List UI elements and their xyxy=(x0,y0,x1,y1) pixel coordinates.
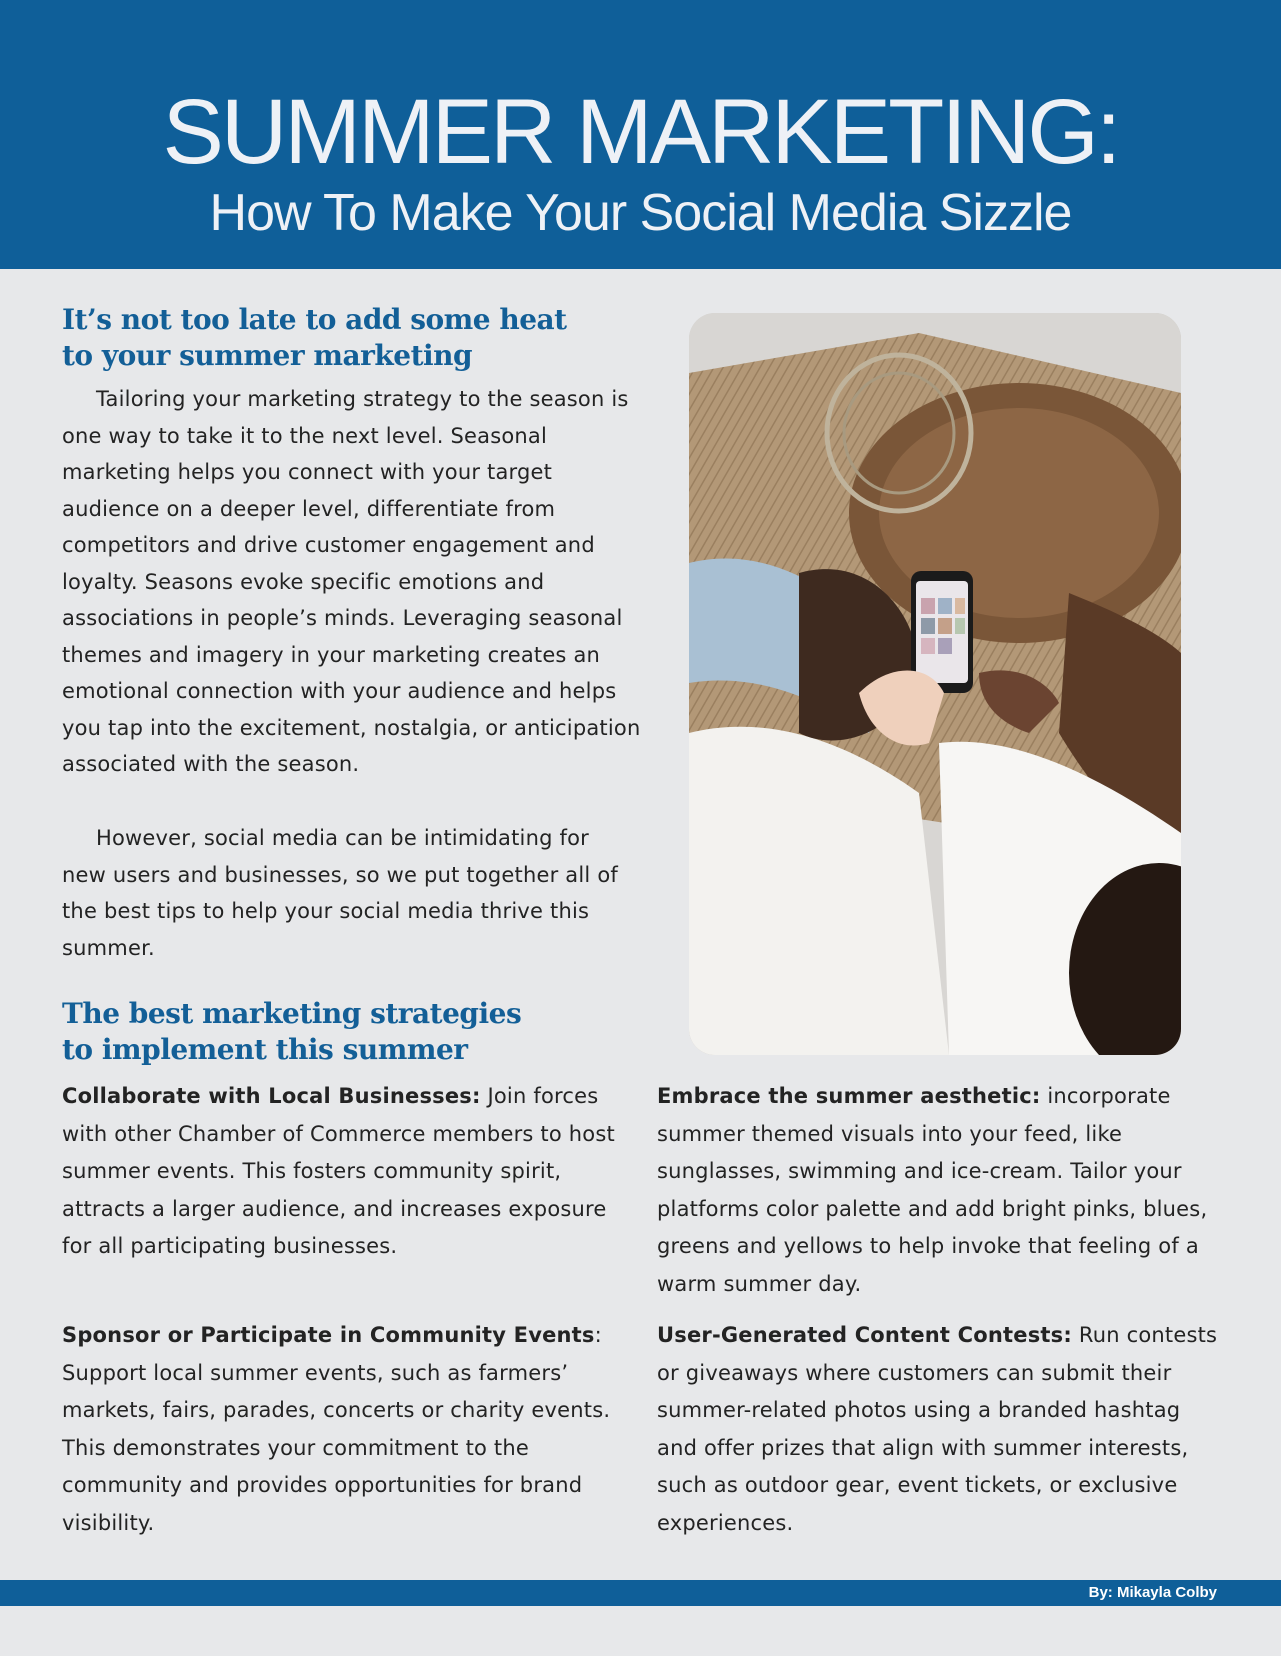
intro-paragraph-1: Tailoring your marketing strategy to the season is one way to take it to the next level. Seasonal marketing helps you connect with your target audience on a deeper level, differentiate from competitors and drive customer engagement and loyalty. Seasons evoke specific emotions and associations in people’s minds. Leveraging seasonal themes and imagery in your marketing creates an emotional connection with your audience and helps you tap into the excitement, nostalgia, or anticipation associated with the season. xyxy=(62,387,641,776)
tip-title: Embrace the summer aesthetic: xyxy=(657,1084,1041,1108)
footer-bar xyxy=(0,1580,1281,1606)
tip-body: : Support local summer events, such as farmers’ markets, fairs, parades, concerts or charity events. This demonstrates your commitment to the community and provides opportunities for brand visibility. xyxy=(62,1323,611,1535)
tip-body: Run contests or giveaways where customers can submit their summer-related photos using a branded hashtag and offer prizes that align with summer interests, such as outdoor gear, event tickets, or exclusive experiences. xyxy=(657,1323,1218,1535)
tip-title: Collaborate with Local Businesses: xyxy=(62,1084,481,1108)
tip-body: incorporate summer themed visuals into your feed, like sunglasses, swimming and ice-cream. Tailor your platforms color palette and add bright pinks, blues, greens and yellows to help invoke that feeling of a warm summer day. xyxy=(657,1084,1208,1296)
page-title: SUMMER MARKETING: xyxy=(162,81,1119,183)
author-byline: By: Mikayla Colby xyxy=(1088,1584,1217,1601)
strategies-heading xyxy=(62,996,622,1068)
tip-title: Sponsor or Participate in Community Events xyxy=(62,1323,595,1347)
header-banner xyxy=(0,0,1281,269)
photo-illustration xyxy=(689,313,1181,1055)
tip-body: Join forces with other Chamber of Commerce members to host summer events. This fosters community spirit, attracts a larger audience, and increases exposure for all participating businesses. xyxy=(62,1084,615,1258)
intro-paragraph-2: However, social media can be intimidating for new users and businesses, so we put together all of the best tips to help your social media thrive this summer. xyxy=(62,826,618,960)
page-subtitle: How To Make Your Social Media Sizzle xyxy=(209,184,1072,242)
intro-heading-line1: It’s not too late to add some heat xyxy=(62,303,567,336)
tip-collaborate-local xyxy=(62,1078,632,1266)
strategies-heading-line1: The best marketing strategies xyxy=(62,997,522,1030)
strategies-heading-line2: to implement this summer xyxy=(62,1033,468,1066)
intro-heading-line2: to your summer marketing xyxy=(62,339,473,372)
tip-summer-aesthetic xyxy=(657,1078,1227,1303)
tip-title: User-Generated Content Contests: xyxy=(657,1323,1072,1347)
tip-ugc-contests xyxy=(657,1317,1227,1542)
tip-sponsor-community xyxy=(62,1317,632,1542)
intro-heading xyxy=(62,302,622,374)
photo-friends-with-phone xyxy=(689,313,1181,1055)
